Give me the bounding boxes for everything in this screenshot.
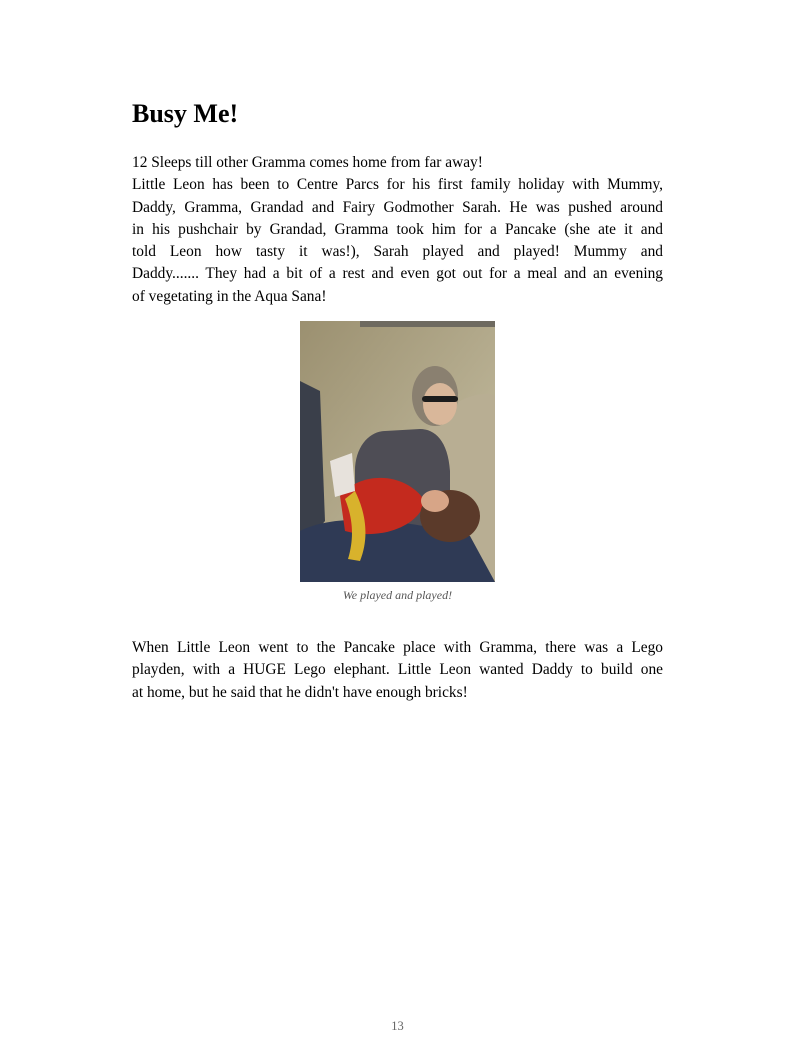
paragraph-line: in his pushchair by Grandad, Gramma took him for a Pancake (she ate it and	[132, 220, 663, 238]
photo-caption: We played and played!	[342, 588, 453, 602]
page-number: 13	[391, 1019, 404, 1033]
paragraph-line: Little Leon has been to Centre Parcs for his first family holiday with Mummy,	[132, 176, 663, 194]
paragraph-line: Daddy, Gramma, Grandad and Fairy Godmother Sarah. He was pushed around	[132, 198, 663, 216]
family-photo-illustration	[300, 321, 495, 582]
paragraph-line: Daddy....... They had a bit of a rest and even got out for a meal and an evening	[132, 265, 663, 283]
family-photo	[300, 321, 495, 582]
paragraph-lego	[132, 637, 663, 704]
paragraph-line: 12 Sleeps till other Gramma comes home from far away!	[132, 154, 483, 171]
page-title: Busy Me!	[132, 99, 239, 128]
paragraph-line: at home, but he said that he didn't have enough bricks!	[132, 683, 468, 701]
paragraph-line: playden, with a HUGE Lego elephant. Little Leon wanted Daddy to build one	[132, 661, 663, 679]
paragraph-line: told Leon how tasty it was!), Sarah played and played! Mummy and	[132, 243, 663, 261]
paragraph-line: When Little Leon went to the Pancake place with Gramma, there was a Lego	[132, 639, 663, 656]
paragraph-line: of vegetating in the Aqua Sana!	[132, 287, 327, 305]
paragraph-intro	[132, 152, 663, 308]
